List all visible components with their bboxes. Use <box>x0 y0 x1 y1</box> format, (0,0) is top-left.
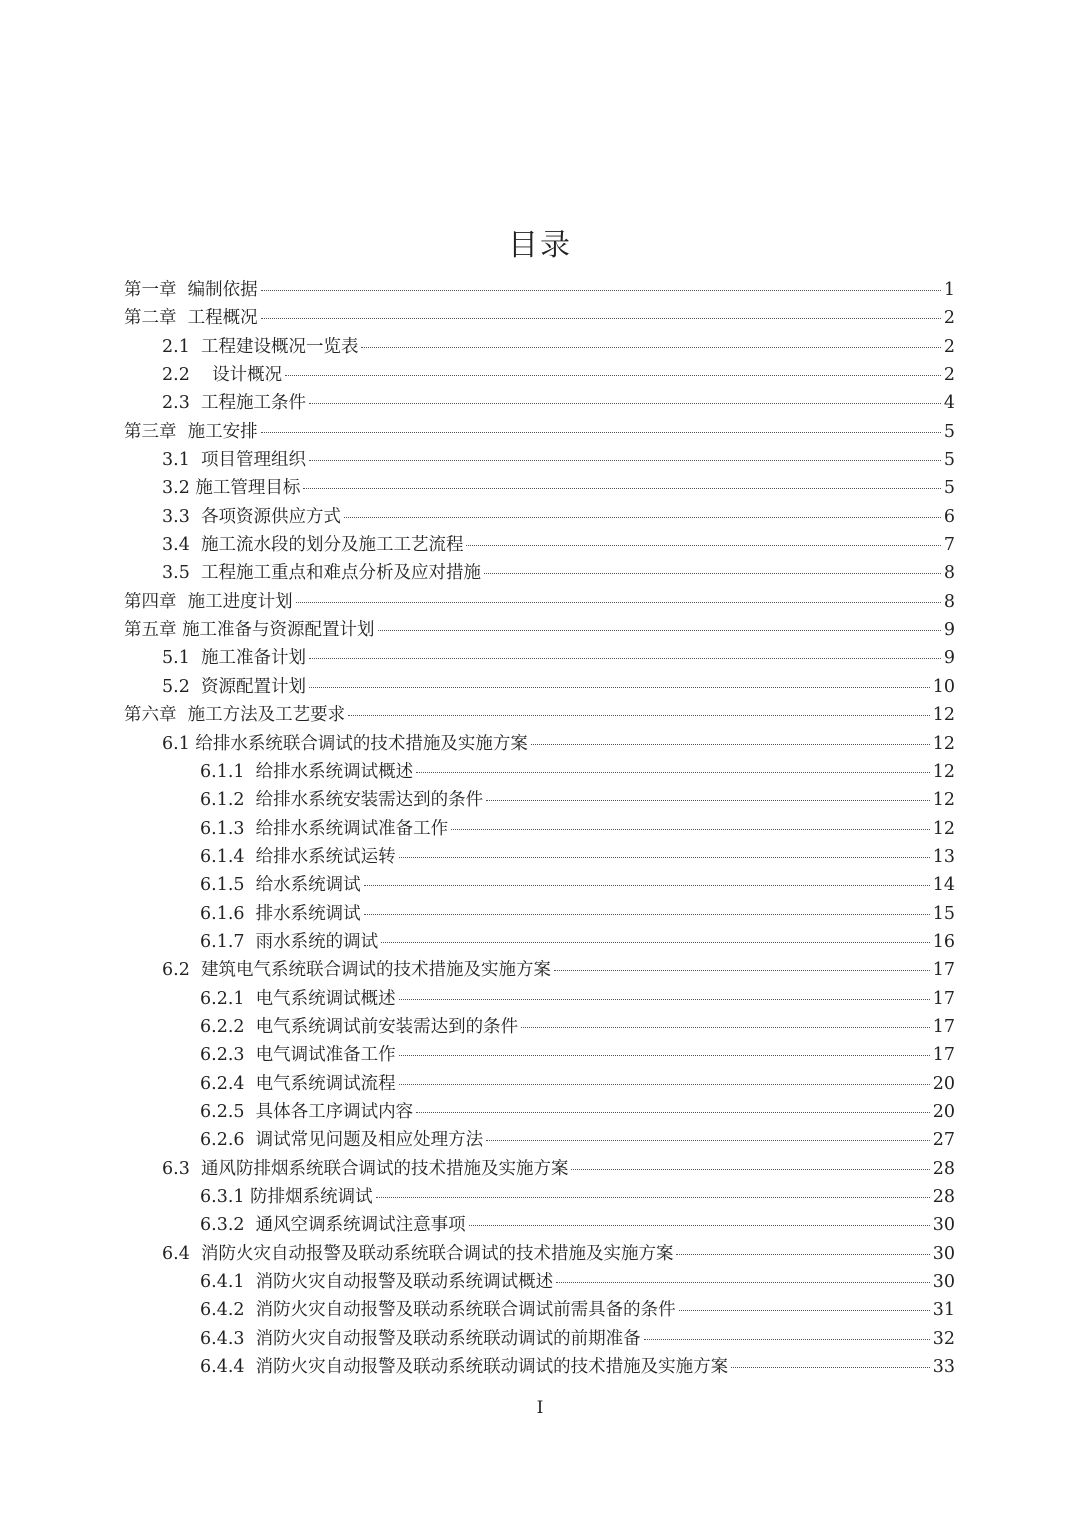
toc-entry[interactable] <box>0 389 1080 417</box>
page-title: 目录 <box>508 228 572 263</box>
toc-entry-title: 6.4.1 消防火灾自动报警及联动系统调试概述 <box>200 1272 554 1293</box>
toc-entry-title: 6.4.4 消防火灾自动报警及联动系统联动调试的技术措施及实施方案 <box>200 1357 729 1378</box>
toc-entry-page: 15 <box>932 903 955 924</box>
toc-entry[interactable] <box>0 1240 1080 1268</box>
toc-entry[interactable] <box>0 559 1080 587</box>
toc-dot-leader <box>469 1225 930 1226</box>
toc-dot-leader <box>679 1310 930 1311</box>
toc-dot-leader <box>571 1169 929 1170</box>
toc-dot-leader <box>309 658 941 659</box>
toc-entry-page: 8 <box>943 591 955 612</box>
toc-entry[interactable] <box>0 474 1080 502</box>
toc-entry-page: 12 <box>932 733 955 754</box>
toc-dot-leader <box>531 744 930 745</box>
toc-dot-leader <box>486 1140 930 1141</box>
toc-entry-title: 6.1.5 给水系统调试 <box>200 875 361 896</box>
toc-entry[interactable] <box>0 276 1080 304</box>
toc-entry-title: 6.1.7 雨水系统的调试 <box>200 931 379 952</box>
toc-dot-leader <box>399 1084 930 1085</box>
toc-entry[interactable] <box>0 1070 1080 1098</box>
toc-entry[interactable] <box>0 928 1080 956</box>
toc-entry-page: 16 <box>932 931 955 952</box>
toc-entry[interactable] <box>0 644 1080 672</box>
toc-entry-page: 30 <box>932 1272 955 1293</box>
toc-entry-page: 20 <box>932 1101 955 1122</box>
toc-dot-leader <box>676 1254 929 1255</box>
toc-entry-title: 6.2.2 电气系统调试前安装需达到的条件 <box>200 1016 519 1037</box>
toc-entry-title: 6.2.4 电气系统调试流程 <box>200 1073 396 1094</box>
toc-entry-page: 8 <box>943 563 955 584</box>
toc-entry[interactable] <box>0 1211 1080 1239</box>
toc-entry-page: 12 <box>932 818 955 839</box>
toc-dot-leader <box>486 800 930 801</box>
toc-dot-leader <box>378 630 941 631</box>
toc-dot-leader <box>381 942 930 943</box>
toc-entry[interactable] <box>0 1155 1080 1183</box>
toc-entry-page: 1 <box>943 280 955 300</box>
toc-entry[interactable] <box>0 758 1080 786</box>
toc-entry-page: 17 <box>932 960 955 981</box>
toc-entry-page: 27 <box>932 1130 955 1151</box>
toc-entry[interactable] <box>0 1268 1080 1296</box>
toc-dot-leader <box>309 403 941 404</box>
toc-dot-leader <box>261 318 941 319</box>
toc-dot-leader <box>261 290 941 291</box>
toc-entry-title: 6.1 给排水系统联合调试的技术措施及实施方案 <box>162 733 528 754</box>
toc-dot-leader <box>451 829 930 830</box>
toc-dot-leader <box>285 375 941 376</box>
toc-entry[interactable] <box>0 1126 1080 1154</box>
toc-entry-title: 6.1.2 给排水系统安装需达到的条件 <box>200 790 484 811</box>
toc-entry[interactable] <box>0 588 1080 616</box>
toc-entry-page: 30 <box>932 1243 955 1264</box>
toc-dot-leader <box>521 1027 930 1028</box>
toc-entry-title: 6.2 建筑电气系统联合调试的技术措施及实施方案 <box>162 960 551 981</box>
toc-entry[interactable] <box>0 1041 1080 1069</box>
toc-entry[interactable] <box>0 786 1080 814</box>
toc-entry[interactable] <box>0 304 1080 332</box>
toc-entry[interactable] <box>0 1296 1080 1324</box>
toc-entry-page: 5 <box>943 450 955 471</box>
toc-entry-page: 2 <box>943 308 955 329</box>
toc-entry-page: 20 <box>932 1073 955 1094</box>
toc-entry-title: 6.3 通风防排烟系统联合调试的技术措施及实施方案 <box>162 1158 569 1179</box>
toc-dot-leader <box>399 857 930 858</box>
toc-dot-leader <box>364 914 930 915</box>
toc-dot-leader <box>376 1197 930 1198</box>
toc-entry-page: 5 <box>943 421 955 442</box>
toc-dot-leader <box>361 347 940 348</box>
toc-entry-page: 10 <box>932 676 955 697</box>
toc-entry-page: 17 <box>932 1016 955 1037</box>
toc-entry-page: 6 <box>943 506 955 527</box>
toc-entry-page: 33 <box>932 1357 955 1378</box>
toc-dot-leader <box>296 602 941 603</box>
toc-entry-title: 6.2.3 电气调试准备工作 <box>200 1045 396 1066</box>
toc-entry-page: 4 <box>943 393 955 414</box>
toc-entry-page: 2 <box>943 365 955 386</box>
toc-entry-title: 2.2 设计概况 <box>162 365 283 386</box>
toc-entry-page: 14 <box>932 875 955 896</box>
toc-dot-leader <box>399 1055 930 1056</box>
toc-entry-title: 第五章 施工准备与资源配置计划 <box>124 620 375 641</box>
toc-entry-title: 5.1 施工准备计划 <box>162 648 306 669</box>
toc-entry-title: 6.1.6 排水系统调试 <box>200 903 361 924</box>
toc-dot-leader <box>309 687 930 688</box>
toc-entry-title: 6.2.6 调试常见问题及相应处理方法 <box>200 1130 484 1151</box>
toc-entry-title: 6.2.5 具体各工序调试内容 <box>200 1101 414 1122</box>
toc-dot-leader <box>364 885 930 886</box>
toc-entry[interactable] <box>0 701 1080 729</box>
toc-entry-title: 6.1.4 给排水系统试运转 <box>200 846 396 867</box>
toc-entry[interactable] <box>0 985 1080 1013</box>
toc-entry-page: 17 <box>932 988 955 1009</box>
toc-entry-page: 12 <box>932 790 955 811</box>
toc-entry[interactable] <box>0 900 1080 928</box>
toc-entry[interactable] <box>0 871 1080 899</box>
toc-entry[interactable] <box>0 730 1080 758</box>
toc-entry-title: 3.2 施工管理目标 <box>162 478 301 499</box>
toc-entry-title: 6.2.1 电气系统调试概述 <box>200 988 396 1009</box>
toc-entry-title: 第六章 施工方法及工艺要求 <box>124 705 346 726</box>
toc-entry-page: 5 <box>943 478 955 499</box>
toc-entry-page: 9 <box>943 620 955 641</box>
toc-entry-page: 12 <box>932 705 955 726</box>
toc-entry[interactable] <box>0 843 1080 871</box>
toc-entry-page: 30 <box>932 1215 955 1236</box>
toc-entry[interactable] <box>0 333 1080 361</box>
toc-dot-leader <box>554 970 930 971</box>
toc-entry-page: 2 <box>943 336 955 357</box>
toc-dot-leader <box>484 573 941 574</box>
toc-entry-title: 6.3.1 防排烟系统调试 <box>200 1187 373 1207</box>
toc-entry-page: 12 <box>932 761 955 782</box>
toc-entry[interactable] <box>0 361 1080 389</box>
toc-entry[interactable] <box>0 1013 1080 1041</box>
toc-entry-page: 17 <box>932 1045 955 1066</box>
toc-entry[interactable] <box>0 1183 1080 1211</box>
toc-entry-title: 6.3.2 通风空调系统调试注意事项 <box>200 1215 466 1236</box>
toc-entry[interactable] <box>0 418 1080 446</box>
toc-entry[interactable] <box>0 815 1080 843</box>
toc-entry-page: 28 <box>932 1158 955 1179</box>
toc-entry-page: 31 <box>932 1300 955 1321</box>
toc-entry[interactable] <box>0 1098 1080 1126</box>
toc-entry-title: 5.2 资源配置计划 <box>162 676 306 697</box>
toc-entry-title: 6.4 消防火灾自动报警及联动系统联合调试的技术措施及实施方案 <box>162 1243 674 1264</box>
toc-entry-title: 6.1.1 给排水系统调试概述 <box>200 761 414 782</box>
toc-dot-leader <box>303 488 940 489</box>
toc-dot-leader <box>309 460 941 461</box>
toc-entry-title: 第四章 施工进度计划 <box>124 591 293 612</box>
toc-entry-title: 6.4.3 消防火灾自动报警及联动系统联动调试的前期准备 <box>200 1328 641 1349</box>
toc-entry[interactable] <box>0 503 1080 531</box>
toc-dot-leader <box>344 517 941 518</box>
toc-entry[interactable] <box>0 956 1080 984</box>
toc-entry-page: 28 <box>932 1187 955 1207</box>
toc-entry-title: 2.1 工程建设概况一览表 <box>162 336 359 357</box>
toc-entry-title: 2.3 工程施工条件 <box>162 393 306 414</box>
toc-entry-title: 3.5 工程施工重点和难点分析及应对措施 <box>162 563 481 584</box>
toc-dot-leader <box>399 999 930 1000</box>
toc-entry[interactable] <box>0 1325 1080 1353</box>
toc-dot-leader <box>261 432 941 433</box>
toc-entry[interactable] <box>0 531 1080 559</box>
toc-entry[interactable] <box>0 673 1080 701</box>
toc-entry-page: 9 <box>943 648 955 669</box>
toc-entry-title: 第一章 编制依据 <box>124 280 258 300</box>
toc-entry[interactable] <box>0 1353 1080 1381</box>
toc-dot-leader <box>416 1112 930 1113</box>
toc-dot-leader <box>644 1339 930 1340</box>
toc-entry-title: 6.4.2 消防火灾自动报警及联动系统联合调试前需具备的条件 <box>200 1300 676 1321</box>
toc-entry-page: 32 <box>932 1328 955 1349</box>
toc-entry-title: 3.1 项目管理组织 <box>162 450 306 471</box>
toc-entry-title: 第三章 施工安排 <box>124 421 258 442</box>
toc-entry-page: 7 <box>943 535 955 556</box>
toc-entry-title: 6.1.3 给排水系统调试准备工作 <box>200 818 449 839</box>
toc-dot-leader <box>731 1367 930 1368</box>
toc-entry-page: 13 <box>932 846 955 867</box>
toc-dot-leader <box>466 545 940 546</box>
toc-entry-title: 3.4 施工流水段的划分及施工工艺流程 <box>162 535 464 556</box>
toc-entry-title: 3.3 各项资源供应方式 <box>162 506 341 527</box>
toc-entry-title: 第二章 工程概况 <box>124 308 258 329</box>
toc-dot-leader <box>416 772 930 773</box>
toc-dot-leader <box>348 715 930 716</box>
page-number: I <box>536 1398 544 1418</box>
toc-entry[interactable] <box>0 446 1080 474</box>
table-of-contents <box>0 276 1080 1381</box>
toc-dot-leader <box>556 1282 930 1283</box>
toc-entry[interactable] <box>0 616 1080 644</box>
